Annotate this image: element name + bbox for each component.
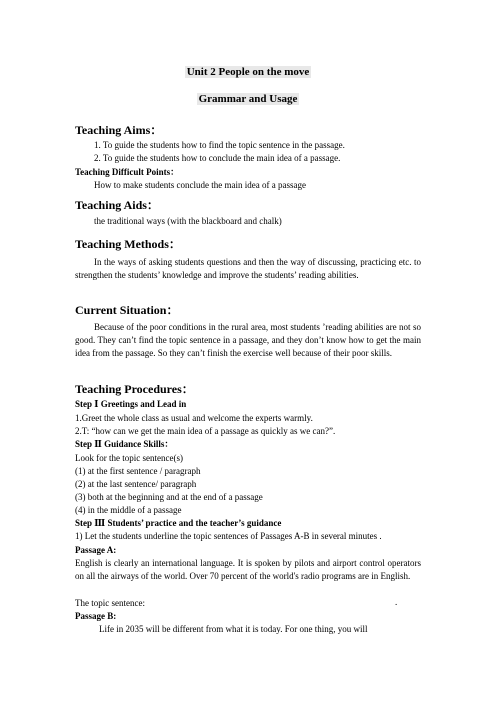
aim-item-1: 1. To guide the students how to find the topic sentence in the passage. [94,140,345,150]
passage-b-label: Passage B: [75,611,117,621]
passage-a-label: Passage A: [75,545,117,555]
step-2-line-4: (3) both at the beginning and at the end of a passage [75,492,263,502]
teaching-aids-text: the traditional ways (with the blackboard and chalk) [94,216,282,226]
step-1-heading: Step Ⅰ Greetings and Lead in [75,399,187,409]
aim-item-2: 2. To guide the students how to conclude the main idea of a passage. [94,153,341,163]
topic-sentence-label: The topic sentence: [75,598,145,608]
difficult-points-heading: Teaching Difficult Points： [75,167,180,177]
step-3-line: 1) Let the students underline the topic sentences of Passages A-B in several minutes . [75,531,382,541]
step-3-heading: Step Ⅲ Students’ practice and the teacher’s guidance [75,518,282,528]
step-2-line-5: (4) in the middle of a passage [75,505,182,515]
current-situation-heading: Current Situation： [75,303,179,317]
teaching-methods-text: In the ways of asking students questions and then the way of discussing, practicing etc. to strengthen the students’ knowledge and improve the students’ reading abilities. [75,257,421,280]
step-2-line-2: (1) at the first sentence / paragraph [75,466,201,476]
current-situation-text: Because of the poor conditions in the rural area, most students ’reading abilities are not so good. They can’t find the topic sentence in a passage, and they don’t know how to get the main idea from the passage. So they can’t finish the exercise well because of their poor skills. [75,322,421,358]
teaching-methods-heading: Teaching Methods： [75,237,181,251]
passage-b-text: Life in 2035 will be different from what it is today. For one thing, you will [99,624,368,634]
topic-sentence-blank[interactable]: . [395,597,398,607]
passage-a-text: English is clearly an international language. It is spoken by pilots and airport control operators on all the airways of the world. Over 70 percent of the world's radio programs are in English. [75,558,421,581]
step-2-heading: Step Ⅱ Guidance Skills： [75,439,174,449]
teaching-aids-heading: Teaching Aids： [75,198,159,212]
step-2-line-1: Look for the topic sentence(s) [75,453,183,463]
teaching-procedures-heading: Teaching Procedures： [75,382,194,396]
lesson-title: Grammar and Usage [198,93,298,105]
teaching-aims-heading: Teaching Aims： [75,123,163,137]
step-2-line-3: (2) at the last sentence/ paragraph [75,479,197,489]
step-1-line-1: 1.Greet the whole class as usual and welcome the experts warmly. [75,413,313,423]
unit-title: Unit 2 People on the move [186,66,310,78]
step-1-line-2: 2.T: “how can we get the main idea of a passage as quickly as we can?”. [75,426,336,436]
difficult-points-text: How to make students conclude the main idea of a passage [94,180,306,190]
